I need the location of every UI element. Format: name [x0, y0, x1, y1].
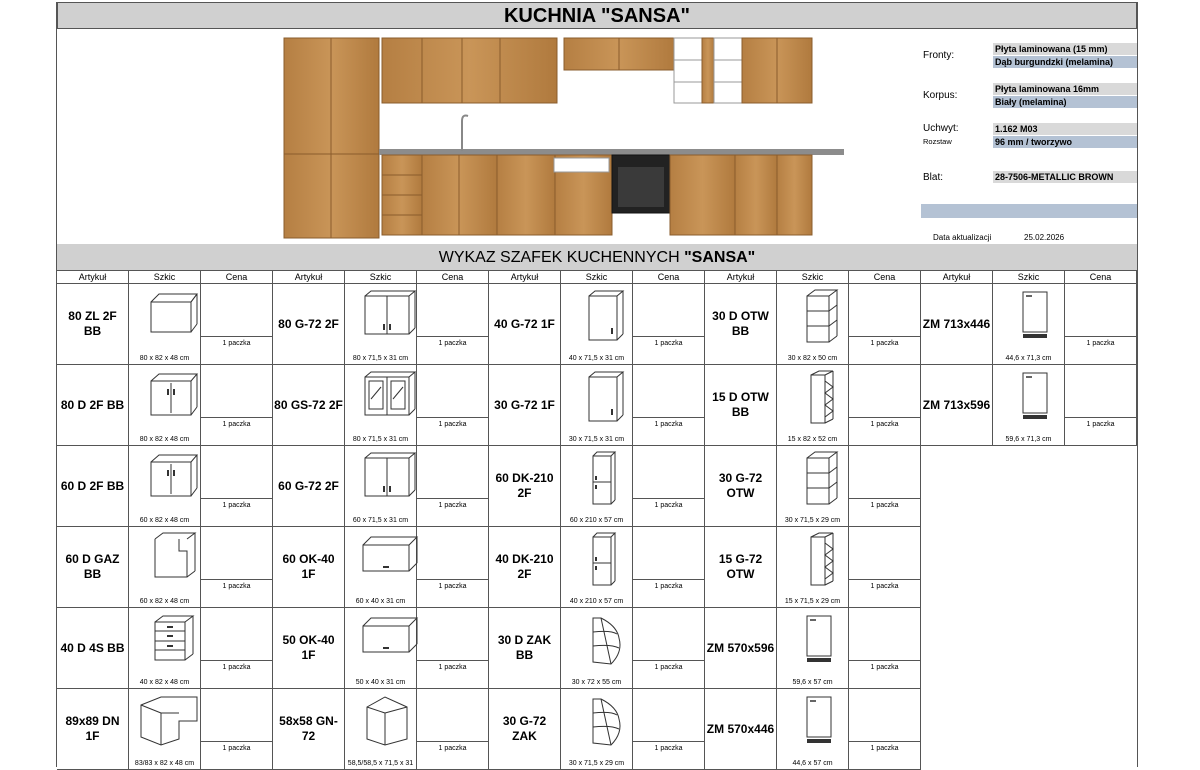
- cabinet-dimensions: 40 x 210 x 57 cm: [569, 598, 624, 605]
- column-header-szkic: Szkic: [129, 271, 201, 284]
- column-header-szkic: Szkic: [345, 271, 417, 284]
- wine-rack-icon: [787, 369, 851, 427]
- korpus-label: Korpus:: [923, 90, 958, 101]
- package-count: 1 paczka: [870, 664, 899, 671]
- dishwasher-front-icon: [787, 693, 851, 751]
- cabinet-sketch: [345, 446, 417, 527]
- column-header-artykul: Artykuł: [273, 271, 345, 284]
- cabinet-sketch: [345, 527, 417, 608]
- price-cell: [633, 689, 705, 770]
- price-value: [633, 284, 704, 337]
- cabinet-code: 50 OK-40 1F: [273, 608, 345, 689]
- cabinet-sketch: [129, 608, 201, 689]
- package-count: 1 paczka: [870, 421, 899, 428]
- cabinet-code: 58x58 GN-72: [273, 689, 345, 770]
- cabinet-dimensions: 60 x 82 x 48 cm: [139, 598, 190, 605]
- cabinet-dimensions: 30 x 82 x 50 cm: [787, 355, 838, 362]
- cabinet-dimensions: 15 x 71,5 x 29 cm: [784, 598, 841, 605]
- price-value: [417, 527, 488, 580]
- tall-cabinet-icon: [571, 531, 635, 589]
- hood-cabinet-icon: [355, 612, 419, 670]
- package-count: 1 paczka: [222, 421, 251, 428]
- cabinet-dimensions: 30 x 71,5 x 29 cm: [568, 760, 625, 767]
- cabinet-sketch: [561, 446, 633, 527]
- price-value: [633, 365, 704, 418]
- drawer-base-icon: [139, 612, 203, 670]
- spec-fronty: [921, 41, 1137, 69]
- cabinet-sketch: [129, 365, 201, 446]
- package-count: 1 paczka: [870, 340, 899, 347]
- spec-strip: [921, 204, 1137, 218]
- column-header-artykul: Artykuł: [489, 271, 561, 284]
- sink-base-icon: [139, 288, 203, 346]
- cabinet-sketch: [129, 284, 201, 365]
- price-cell: [1065, 284, 1137, 365]
- cabinet-sketch: [777, 284, 849, 365]
- price-cell: [201, 446, 273, 527]
- cabinet-code: 60 OK-40 1F: [273, 527, 345, 608]
- price-cell: [417, 689, 489, 770]
- cabinet-dimensions: 30 x 71,5 x 31 cm: [568, 436, 625, 443]
- package-count: 1 paczka: [438, 340, 467, 347]
- price-cell: [1065, 365, 1137, 446]
- cabinet-sketch: [993, 365, 1065, 446]
- cabinet-dimensions: 60 x 210 x 57 cm: [569, 517, 624, 524]
- cabinet-sketch: [561, 608, 633, 689]
- cabinet-sketch: [561, 527, 633, 608]
- cabinet-code: 60 D 2F BB: [57, 446, 129, 527]
- rozstaw-value: 96 mm / tworzywo: [993, 136, 1137, 148]
- hood-cabinet-icon: [355, 531, 419, 589]
- price-value: [633, 689, 704, 742]
- cabinet-code: ZM 713x596: [921, 365, 993, 446]
- column-header-cena: Cena: [417, 271, 489, 284]
- package-count: 1 paczka: [870, 745, 899, 752]
- header-area: [57, 29, 1137, 245]
- cabinet-code: 89x89 DN 1F: [57, 689, 129, 770]
- price-value: [201, 527, 272, 580]
- price-cell: [849, 446, 921, 527]
- cabinet-sketch: [129, 689, 201, 770]
- wall-2door-icon: [355, 288, 419, 346]
- corner-base-icon: [139, 693, 203, 751]
- price-value: [849, 689, 920, 742]
- cabinet-sketch: [345, 608, 417, 689]
- oven-base-icon: [139, 531, 203, 589]
- end-shelf-icon: [571, 612, 635, 670]
- cabinet-code: 40 DK-210 2F: [489, 527, 561, 608]
- cabinet-dimensions: 30 x 72 x 55 cm: [571, 679, 622, 686]
- cabinet-sketch: [561, 365, 633, 446]
- price-value: [849, 608, 920, 661]
- price-value: [417, 365, 488, 418]
- price-cell: [849, 608, 921, 689]
- price-cell: [417, 284, 489, 365]
- kitchen-render-image: [282, 36, 847, 246]
- cabinet-sketch: [777, 365, 849, 446]
- cabinet-code: ZM 713x446: [921, 284, 993, 365]
- cabinet-sketch: [561, 689, 633, 770]
- cabinet-sketch: [993, 284, 1065, 365]
- cabinet-dimensions: 83/83 x 82 x 48 cm: [134, 760, 195, 767]
- korpus-material: Płyta laminowana 16mm: [993, 83, 1137, 95]
- package-count: 1 paczka: [438, 583, 467, 590]
- price-cell: [849, 284, 921, 365]
- package-count: 1 paczka: [222, 583, 251, 590]
- fronty-label: Fronty:: [923, 50, 955, 61]
- spec-korpus: [921, 81, 1137, 109]
- cabinet-dimensions: 60 x 40 x 31 cm: [355, 598, 406, 605]
- price-cell: [417, 365, 489, 446]
- cabinet-code: 30 G-72 1F: [489, 365, 561, 446]
- column-header-cena: Cena: [1065, 271, 1137, 284]
- spec-blat: [921, 163, 1137, 191]
- update-date: 25.02.2026: [1024, 233, 1065, 242]
- cabinet-dimensions: 40 x 71,5 x 31 cm: [568, 355, 625, 362]
- column-header-artykul: Artykuł: [921, 271, 993, 284]
- package-count: 1 paczka: [654, 583, 683, 590]
- end-shelf-icon: [571, 693, 635, 751]
- price-cell: [633, 284, 705, 365]
- list-title: [57, 244, 1137, 271]
- price-cell: [201, 365, 273, 446]
- price-cell: [201, 284, 273, 365]
- package-count: 1 paczka: [222, 502, 251, 509]
- price-cell: [633, 608, 705, 689]
- uchwyt-label: Uchwyt:: [923, 123, 959, 134]
- price-cell: [417, 446, 489, 527]
- price-cell: [849, 365, 921, 446]
- page-title: KUCHNIA "SANSA": [57, 2, 1137, 29]
- price-cell: [849, 689, 921, 770]
- dishwasher-front-icon: [1003, 369, 1067, 427]
- dishwasher-front-icon: [787, 612, 851, 670]
- cabinet-sketch: [129, 527, 201, 608]
- price-value: [417, 284, 488, 337]
- package-count: 1 paczka: [654, 664, 683, 671]
- column-header-szkic: Szkic: [777, 271, 849, 284]
- list-title-name: "SANSA": [684, 249, 756, 266]
- price-value: [849, 527, 920, 580]
- cabinet-code: 30 D ZAK BB: [489, 608, 561, 689]
- price-cell: [849, 527, 921, 608]
- cabinet-sketch: [561, 284, 633, 365]
- price-value: [201, 446, 272, 499]
- cabinet-sketch: [129, 446, 201, 527]
- cabinet-sketch: [345, 689, 417, 770]
- cabinet-code: 60 G-72 2F: [273, 446, 345, 527]
- cabinet-dimensions: 40 x 82 x 48 cm: [139, 679, 190, 686]
- base-2door-icon: [139, 369, 203, 427]
- package-count: 1 paczka: [438, 664, 467, 671]
- column-header-artykul: Artykuł: [57, 271, 129, 284]
- cabinet-dimensions: 50 x 40 x 31 cm: [355, 679, 406, 686]
- package-count: 1 paczka: [222, 664, 251, 671]
- update-label: Data aktualizacji: [933, 233, 992, 242]
- cabinet-code: ZM 570x596: [705, 608, 777, 689]
- package-count: 1 paczka: [222, 745, 251, 752]
- package-count: 1 paczka: [1086, 421, 1115, 428]
- package-count: 1 paczka: [438, 502, 467, 509]
- cabinet-sketch: [345, 284, 417, 365]
- price-value: [633, 527, 704, 580]
- cabinet-sketch: [345, 365, 417, 446]
- spec-uchwyt: [921, 121, 1137, 149]
- base-2door-icon: [139, 450, 203, 508]
- glass-wall-icon: [355, 369, 419, 427]
- cabinet-dimensions: 59,6 x 71,3 cm: [1005, 436, 1052, 443]
- cabinet-dimensions: 80 x 71,5 x 31 cm: [352, 355, 409, 362]
- cabinet-sketch: [777, 689, 849, 770]
- package-count: 1 paczka: [438, 745, 467, 752]
- cabinet-code: 15 G-72 OTW: [705, 527, 777, 608]
- cabinet-code: 40 D 4S BB: [57, 608, 129, 689]
- cabinet-sketch: [777, 527, 849, 608]
- cabinet-code: 80 D 2F BB: [57, 365, 129, 446]
- wall-1door-icon: [571, 288, 635, 346]
- price-value: [417, 446, 488, 499]
- wine-rack-icon: [787, 531, 851, 589]
- price-cell: [633, 365, 705, 446]
- product-sheet: [56, 2, 1138, 767]
- price-value: [201, 689, 272, 742]
- column-header-szkic: Szkic: [993, 271, 1065, 284]
- cabinet-sketch: [777, 608, 849, 689]
- wall-2door-icon: [355, 450, 419, 508]
- package-count: 1 paczka: [438, 421, 467, 428]
- price-cell: [417, 527, 489, 608]
- package-count: 1 paczka: [870, 583, 899, 590]
- price-value: [849, 284, 920, 337]
- list-title-prefix: WYKAZ SZAFEK KUCHENNYCH: [438, 249, 685, 266]
- package-count: 1 paczka: [654, 502, 683, 509]
- dishwasher-front-icon: [1003, 288, 1067, 346]
- cabinet-dimensions: 44,6 x 57 cm: [792, 760, 833, 767]
- price-value: [849, 446, 920, 499]
- package-count: 1 paczka: [654, 745, 683, 752]
- package-count: 1 paczka: [870, 502, 899, 509]
- package-count: 1 paczka: [1086, 340, 1115, 347]
- price-cell: [201, 689, 273, 770]
- cabinet-dimensions: 60 x 71,5 x 31 cm: [352, 517, 409, 524]
- price-value: [417, 608, 488, 661]
- cabinet-code: 60 DK-210 2F: [489, 446, 561, 527]
- cabinet-sketch: [777, 446, 849, 527]
- package-count: 1 paczka: [222, 340, 251, 347]
- cabinet-code: 30 G-72 OTW: [705, 446, 777, 527]
- korpus-color: Biały (melamina): [993, 96, 1137, 108]
- price-value: [633, 446, 704, 499]
- price-value: [417, 689, 488, 742]
- price-cell: [417, 608, 489, 689]
- fronty-color: Dąb burgundzki (melamina): [993, 56, 1137, 68]
- cabinet-dimensions: 80 x 82 x 48 cm: [139, 436, 190, 443]
- column-header-cena: Cena: [633, 271, 705, 284]
- cabinet-dimensions: 60 x 82 x 48 cm: [139, 517, 190, 524]
- wall-1door-icon: [571, 369, 635, 427]
- cabinet-code: 40 G-72 1F: [489, 284, 561, 365]
- cabinet-dimensions: 80 x 82 x 48 cm: [139, 355, 190, 362]
- cabinet-code: 80 G-72 2F: [273, 284, 345, 365]
- price-value: [201, 284, 272, 337]
- cabinet-dimensions: 44,6 x 71,3 cm: [1005, 355, 1052, 362]
- cabinet-code: 80 GS-72 2F: [273, 365, 345, 446]
- blat-value: 28-7506-METALLIC BROWN: [993, 171, 1137, 183]
- price-cell: [633, 527, 705, 608]
- tall-cabinet-icon: [571, 450, 635, 508]
- cabinet-code: 30 D OTW BB: [705, 284, 777, 365]
- price-value: [1065, 365, 1136, 418]
- price-cell: [201, 608, 273, 689]
- column-header-cena: Cena: [849, 271, 921, 284]
- package-count: 1 paczka: [654, 421, 683, 428]
- price-value: [201, 365, 272, 418]
- price-value: [201, 608, 272, 661]
- cabinet-code: ZM 570x446: [705, 689, 777, 770]
- cabinet-code: 60 D GAZ BB: [57, 527, 129, 608]
- cabinet-dimensions: 80 x 71,5 x 31 cm: [352, 436, 409, 443]
- blat-label: Blat:: [923, 172, 944, 183]
- column-header-szkic: Szkic: [561, 271, 633, 284]
- price-value: [1065, 284, 1136, 337]
- cabinet-code: 15 D OTW BB: [705, 365, 777, 446]
- cabinet-dimensions: 58,5/58,5 x 71,5 x 31: [347, 760, 414, 767]
- uchwyt-value: 1.162 M03: [993, 123, 1137, 135]
- corner-wall-icon: [355, 693, 419, 751]
- price-value: [633, 608, 704, 661]
- cabinet-dimensions: 15 x 82 x 52 cm: [787, 436, 838, 443]
- cabinet-code: 30 G-72 ZAK: [489, 689, 561, 770]
- cabinet-dimensions: 59,6 x 57 cm: [792, 679, 833, 686]
- open-shelf-icon: [787, 288, 851, 346]
- fronty-material: Płyta laminowana (15 mm): [993, 43, 1137, 55]
- rozstaw-label: Rozstaw: [923, 137, 952, 146]
- open-shelf-icon: [787, 450, 851, 508]
- price-cell: [633, 446, 705, 527]
- cabinet-code: 80 ZL 2F BB: [57, 284, 129, 365]
- column-header-cena: Cena: [201, 271, 273, 284]
- package-count: 1 paczka: [654, 340, 683, 347]
- price-value: [849, 365, 920, 418]
- cabinet-dimensions: 30 x 71,5 x 29 cm: [784, 517, 841, 524]
- price-cell: [201, 527, 273, 608]
- column-header-artykul: Artykuł: [705, 271, 777, 284]
